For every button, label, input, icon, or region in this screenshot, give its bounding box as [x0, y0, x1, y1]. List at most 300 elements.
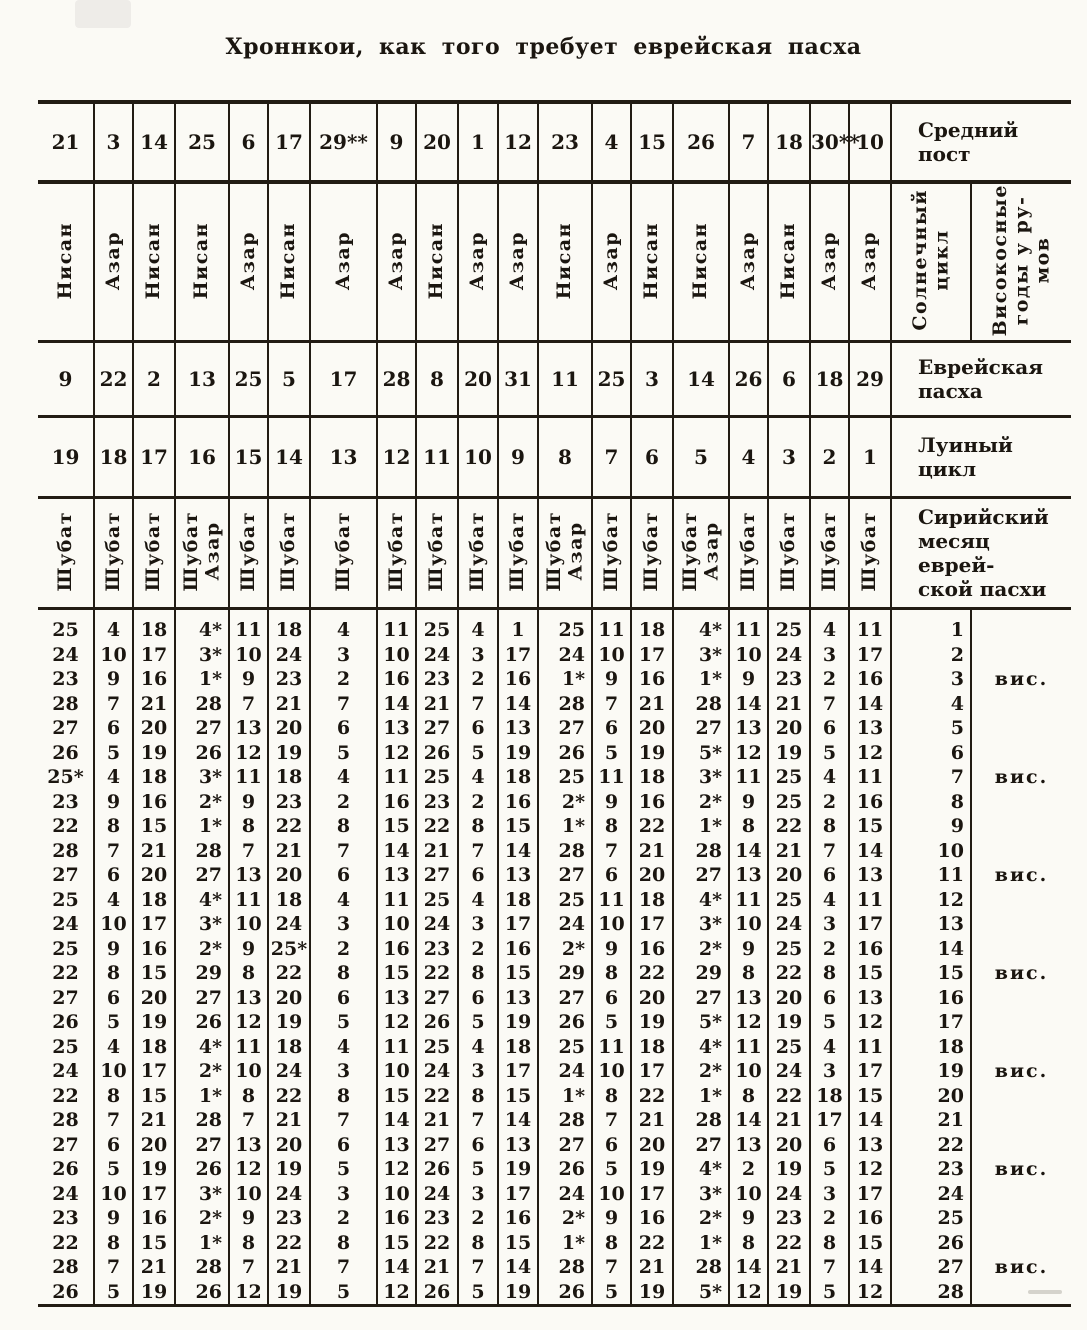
lunar-cycle-value: 12: [377, 417, 416, 498]
table-cell: 25: [768, 765, 810, 790]
table-cell: 5: [458, 741, 498, 766]
table-cell: 24: [416, 1059, 458, 1084]
table-cell: 10: [729, 912, 768, 937]
table-cell: 15: [377, 961, 416, 986]
table-cell: 11: [229, 1035, 268, 1060]
table-cell: 9: [592, 790, 631, 815]
table-cell: 25: [538, 618, 592, 643]
table-cell: 23: [52, 790, 79, 813]
leap-marker: вис.: [971, 961, 1071, 986]
table-cell: 16: [631, 1206, 673, 1231]
passover-month-cell: [94, 182, 133, 342]
syrian-month: Шубат Азар: [542, 511, 586, 592]
passover-month: Нисан: [777, 221, 800, 299]
average-fast-value: 4: [592, 102, 631, 182]
table-cell: 16: [849, 1206, 891, 1231]
passover-month-cell: [229, 182, 268, 342]
spacer-cell: [971, 609, 1071, 619]
table-cell: 4: [458, 618, 498, 643]
passover-month-cell: [498, 182, 538, 342]
table-cell: 16: [631, 790, 673, 815]
table-cell: 13: [377, 716, 416, 741]
table-cell: 5: [592, 1010, 631, 1035]
average-fast-value: 26: [673, 102, 729, 182]
table-cell: 6: [458, 1133, 498, 1158]
table-cell: 21: [416, 839, 458, 864]
table-cell: 8: [94, 1084, 133, 1109]
table-cell: 7: [94, 1108, 133, 1133]
table-cell: 13: [229, 1133, 268, 1158]
table-cell: 18: [133, 765, 175, 790]
table-cell: 13: [849, 1133, 891, 1158]
table-cell: 27: [416, 716, 458, 741]
table-cell: 2*: [538, 937, 592, 962]
table-cell: 13: [849, 863, 891, 888]
table-cell: 25: [52, 619, 79, 642]
lunar-cycle-value: 3: [768, 417, 810, 498]
table-cell: 7: [458, 839, 498, 864]
table-cell: 28: [673, 839, 729, 864]
table-cell: 7: [229, 1255, 268, 1280]
table-cell: 24: [52, 1060, 79, 1083]
table-cell: 11: [592, 888, 631, 913]
table-cell: 27: [416, 863, 458, 888]
table-cell: 13: [729, 1133, 768, 1158]
syrian-month: Шубат Азар: [678, 511, 722, 592]
leap-marker: [971, 986, 1071, 1011]
table-cell: 1*: [175, 1084, 229, 1109]
table-cell: 3: [458, 1059, 498, 1084]
table-cell: 16: [498, 1206, 538, 1231]
table-cell: 3*: [175, 643, 229, 668]
table-cell: 6: [810, 863, 849, 888]
syrian-month-cell: [377, 498, 416, 609]
leap-marker: вис.: [971, 1255, 1071, 1280]
table-cell: 2*: [175, 1059, 229, 1084]
table-cell: 5: [94, 1010, 133, 1035]
table-cell: 21: [631, 839, 673, 864]
row-number: 19: [891, 1059, 971, 1084]
table-cell: 22: [631, 1084, 673, 1109]
table-cell: 17: [631, 912, 673, 937]
syrian-month-cell: [498, 498, 538, 609]
table-cell: 21: [631, 1255, 673, 1280]
syrian-month-cell: [768, 498, 810, 609]
table-cell: 23: [416, 667, 458, 692]
table-cell: 1*: [673, 667, 729, 692]
table-cell: 2: [458, 790, 498, 815]
table-cell: 19: [498, 1280, 538, 1306]
table-cell: 4*: [175, 888, 229, 913]
table-cell: 28: [538, 1255, 592, 1280]
table-cell: 6: [810, 716, 849, 741]
table-cell: 19: [133, 1010, 175, 1035]
table-cell: 17: [849, 643, 891, 668]
jewish-passover-value: 20: [458, 342, 498, 417]
table-cell: 24: [268, 1182, 310, 1207]
table-cell: 18: [498, 765, 538, 790]
table-cell: 8: [592, 814, 631, 839]
table-cell: 15: [498, 1231, 538, 1256]
table-cell: 27: [416, 1133, 458, 1158]
table-cell: 15: [498, 961, 538, 986]
table-cell: 22: [631, 1231, 673, 1256]
jewish-passover-value: 11: [538, 342, 592, 417]
table-cell: 24: [416, 912, 458, 937]
spacer-cell: [538, 609, 592, 619]
jewish-passover-value: 29: [849, 342, 891, 417]
table-cell: 16: [377, 667, 416, 692]
table-cell: 25: [416, 1035, 458, 1060]
table-cell: 8: [729, 961, 768, 986]
table-cell: 17: [498, 1182, 538, 1207]
table-cell: 22: [52, 962, 79, 985]
jewish-passover-value: 9: [38, 342, 94, 417]
average-fast-value: 9: [377, 102, 416, 182]
table-cell: 2: [810, 1206, 849, 1231]
syrian-month: Шубат: [384, 511, 407, 592]
table-cell: 7: [229, 1108, 268, 1133]
label-lunar-cycle: Луиный цикл: [891, 417, 1071, 498]
table-cell: 1*: [175, 1231, 229, 1256]
spacer-cell: [377, 609, 416, 619]
table-cell: 1*: [538, 1084, 592, 1109]
passover-month: Нисан: [277, 221, 300, 299]
table-cell: 27: [52, 986, 79, 1009]
table-cell: 4: [810, 618, 849, 643]
syrian-month-cell: [94, 498, 133, 609]
table-cell: 20: [768, 1133, 810, 1158]
table-cell: 8: [810, 1231, 849, 1256]
spacer-cell: [891, 609, 971, 619]
table-cell: 3: [310, 1182, 377, 1207]
table-cell: 18: [268, 1035, 310, 1060]
table-cell: 15: [377, 1084, 416, 1109]
table-cell: 25: [768, 937, 810, 962]
table-cell: 27: [538, 986, 592, 1011]
table-cell: 8: [729, 814, 768, 839]
table-cell: 18: [631, 888, 673, 913]
table-cell: 7: [229, 839, 268, 864]
spacer-cell: [768, 609, 810, 619]
table-cell: 4: [458, 1035, 498, 1060]
table-cell: 12: [377, 1010, 416, 1035]
table-cell: 10: [592, 912, 631, 937]
passover-month-cell: [768, 182, 810, 342]
table-cell: 7: [94, 839, 133, 864]
row-number: 3: [891, 667, 971, 692]
label-leap-years: [971, 182, 1071, 342]
table-cell: 5: [310, 1157, 377, 1182]
table-cell: 28: [673, 692, 729, 717]
spacer-cell: [592, 609, 631, 619]
table-cell: 21: [268, 1255, 310, 1280]
table-cell: 24: [52, 643, 79, 666]
table-cell: 20: [268, 1133, 310, 1158]
table-cell: 2: [810, 667, 849, 692]
table-cell: 11: [229, 765, 268, 790]
table-cell: 22: [52, 1084, 79, 1107]
lunar-cycle-value: 17: [133, 417, 175, 498]
table-cell: 1: [498, 618, 538, 643]
leap-marker: [971, 643, 1071, 668]
table-cell: 23: [416, 937, 458, 962]
average-fast-value: 17: [268, 102, 310, 182]
table-cell: 16: [377, 790, 416, 815]
average-fast-value: 25: [175, 102, 229, 182]
row-number: 16: [891, 986, 971, 1011]
average-fast-value: 6: [229, 102, 268, 182]
passover-month: Азар: [466, 230, 489, 290]
table-cell: 27: [416, 986, 458, 1011]
table-cell: 22: [268, 1231, 310, 1256]
table-cell: 11: [592, 618, 631, 643]
table-cell: 24: [416, 1182, 458, 1207]
jewish-passover-value: 22: [94, 342, 133, 417]
leap-marker: [971, 692, 1071, 717]
table-cell: 17: [631, 643, 673, 668]
table-cell: 25: [538, 1035, 592, 1060]
table-cell: 6: [592, 716, 631, 741]
leap-marker: вис.: [971, 1157, 1071, 1182]
table-cell: 8: [94, 961, 133, 986]
row-number: 27: [891, 1255, 971, 1280]
table-cell: 4: [810, 888, 849, 913]
passover-month-cell: [538, 182, 592, 342]
scan-artifact: [1028, 1290, 1062, 1294]
table-cell: 11: [729, 618, 768, 643]
table-cell: 20: [631, 1133, 673, 1158]
table-cell: 21: [133, 1108, 175, 1133]
table-cell: 7: [458, 1108, 498, 1133]
table-cell: 9: [94, 937, 133, 962]
table-cell: 7: [810, 692, 849, 717]
syrian-month-cell: [38, 498, 94, 609]
table-cell: 22: [268, 961, 310, 986]
table-cell: 11: [377, 1035, 416, 1060]
table-cell: 5: [94, 1280, 133, 1306]
table-cell: 16: [849, 937, 891, 962]
table-cell: 15: [498, 1084, 538, 1109]
table-cell: 21: [416, 1255, 458, 1280]
table-cell: 13: [377, 986, 416, 1011]
spacer-cell: [229, 609, 268, 619]
table-cell: 28: [52, 839, 79, 862]
syrian-month-cell: [729, 498, 768, 609]
table-cell: 4: [310, 1035, 377, 1060]
table-cell: 6: [310, 863, 377, 888]
syrian-month-cell: [458, 498, 498, 609]
table-cell: 12: [229, 741, 268, 766]
table-cell: 13: [849, 716, 891, 741]
table-cell: 25: [416, 888, 458, 913]
table-cell: 11: [849, 765, 891, 790]
table-cell: 14: [729, 692, 768, 717]
leap-marker: [971, 1035, 1071, 1060]
table-cell: 1*: [673, 814, 729, 839]
table-cell: 13: [229, 986, 268, 1011]
table-cell: 4*: [673, 1035, 729, 1060]
row-number: 20: [891, 1084, 971, 1109]
passover-month: Азар: [101, 230, 124, 290]
table-cell: 21: [631, 1108, 673, 1133]
table-cell: 12: [849, 1010, 891, 1035]
table-cell: 27: [673, 1133, 729, 1158]
passover-month-cell: [377, 182, 416, 342]
table-cell: 21: [133, 839, 175, 864]
table-cell: 25: [768, 618, 810, 643]
table-cell: 3: [810, 643, 849, 668]
table-cell: 10: [377, 643, 416, 668]
table-cell: 3: [810, 1182, 849, 1207]
table-cell: 19: [631, 1157, 673, 1182]
table-cell: 3: [810, 1059, 849, 1084]
table-cell: 2: [310, 667, 377, 692]
table-cell: 7: [310, 839, 377, 864]
table-cell: 28: [175, 1108, 229, 1133]
table-cell: 16: [133, 937, 175, 962]
spacer-cell: [94, 609, 133, 619]
lunar-cycle-value: 11: [416, 417, 458, 498]
table-cell: 5: [592, 741, 631, 766]
jewish-passover-value: 3: [631, 342, 673, 417]
syrian-month-cell: [416, 498, 458, 609]
table-cell: 7: [458, 1255, 498, 1280]
spacer-cell: [729, 609, 768, 619]
table-cell: 2: [810, 790, 849, 815]
passover-month: Азар: [331, 230, 354, 290]
table-cell: 1*: [673, 1231, 729, 1256]
table-cell: 2*: [538, 790, 592, 815]
leap-marker: [971, 937, 1071, 962]
table-cell: 10: [94, 912, 133, 937]
row-number: 7: [891, 765, 971, 790]
row-number: 9: [891, 814, 971, 839]
row-number: 6: [891, 741, 971, 766]
table-cell: 27: [538, 1133, 592, 1158]
passover-month: Азар: [858, 230, 881, 290]
table-cell: 4: [810, 765, 849, 790]
table-cell: 2: [310, 1206, 377, 1231]
syrian-month-cell: [810, 498, 849, 609]
syrian-month: Шубат: [101, 511, 124, 592]
average-fast-value: 29**: [310, 102, 377, 182]
spacer-cell: [810, 609, 849, 619]
table-cell: 23: [768, 667, 810, 692]
row-number: 28: [891, 1280, 971, 1306]
table-cell: 3*: [175, 765, 229, 790]
table-cell: 18: [631, 1035, 673, 1060]
table-cell: 23: [416, 1206, 458, 1231]
syrian-month: Шубат: [640, 511, 663, 592]
table-cell: 24: [268, 643, 310, 668]
row-number: 21: [891, 1108, 971, 1133]
table-cell: 2: [458, 667, 498, 692]
table-cell: 23: [52, 1207, 79, 1230]
table-cell: 27: [538, 716, 592, 741]
table-cell: 11: [849, 1035, 891, 1060]
table-cell: 25*: [47, 766, 84, 789]
table-cell: 12: [729, 1280, 768, 1306]
lunar-cycle-value: 7: [592, 417, 631, 498]
table-cell: 4*: [175, 618, 229, 643]
table-cell: 7: [229, 692, 268, 717]
table-cell: 22: [416, 1231, 458, 1256]
table-cell: 19: [768, 1157, 810, 1182]
table-cell: 2*: [175, 790, 229, 815]
table-cell: 18: [631, 618, 673, 643]
table-cell: 15: [849, 814, 891, 839]
table-cell: 27: [673, 863, 729, 888]
table-cell: 16: [849, 667, 891, 692]
table-cell: 7: [810, 839, 849, 864]
table-cell: 27: [175, 1133, 229, 1158]
table-cell: 14: [377, 1108, 416, 1133]
table-cell: 7: [94, 1255, 133, 1280]
table-cell: 6: [310, 986, 377, 1011]
table-cell: 24: [52, 1182, 79, 1205]
table-cell: 9: [229, 790, 268, 815]
table-cell: 26: [52, 1158, 79, 1181]
table-cell: 5: [592, 1157, 631, 1182]
average-fast-value: 23: [538, 102, 592, 182]
table-cell: 3*: [175, 912, 229, 937]
table-cell: 17: [849, 1059, 891, 1084]
table-cell: 5: [458, 1010, 498, 1035]
syrian-month: Шубат: [425, 511, 448, 592]
table-cell: 8: [592, 961, 631, 986]
table-cell: 24: [538, 1059, 592, 1084]
table-cell: 5: [810, 741, 849, 766]
average-fast-value: 14: [133, 102, 175, 182]
table-cell: 8: [94, 1231, 133, 1256]
table-cell: 4: [94, 888, 133, 913]
table-cell: 12: [849, 1157, 891, 1182]
passover-month: Азар: [599, 230, 622, 290]
syrian-month-cell: [592, 498, 631, 609]
average-fast-value: 18: [768, 102, 810, 182]
table-cell: 19: [268, 1010, 310, 1035]
passover-month: Азар: [817, 230, 840, 290]
table-cell: 2*: [175, 937, 229, 962]
table-cell: 1*: [538, 814, 592, 839]
table-cell: 14: [498, 1255, 538, 1280]
table-cell: 9: [229, 667, 268, 692]
table-cell: 17: [498, 1059, 538, 1084]
jewish-passover-value: 25: [229, 342, 268, 417]
table-cell: 17: [133, 643, 175, 668]
table-cell: 21: [268, 839, 310, 864]
table-cell: 5: [310, 1010, 377, 1035]
table-cell: 23: [52, 668, 79, 691]
table-cell: 25: [538, 765, 592, 790]
table-cell: 9: [94, 667, 133, 692]
table-cell: 16: [133, 1206, 175, 1231]
passover-month-cell: [810, 182, 849, 342]
passover-month-cell: [849, 182, 891, 342]
table-cell: 18: [133, 618, 175, 643]
table-cell: 1*: [538, 1231, 592, 1256]
table-cell: 2*: [673, 937, 729, 962]
table-cell: 19: [498, 741, 538, 766]
syrian-month: Шубат: [506, 511, 529, 592]
table-cell: 27: [673, 716, 729, 741]
leap-marker: вис.: [971, 863, 1071, 888]
table-cell: 22: [52, 1231, 79, 1254]
table-cell: 2: [810, 937, 849, 962]
page-title: Хроннкои, как того требует еврейская пасха: [225, 34, 862, 60]
table-cell: 13: [729, 716, 768, 741]
